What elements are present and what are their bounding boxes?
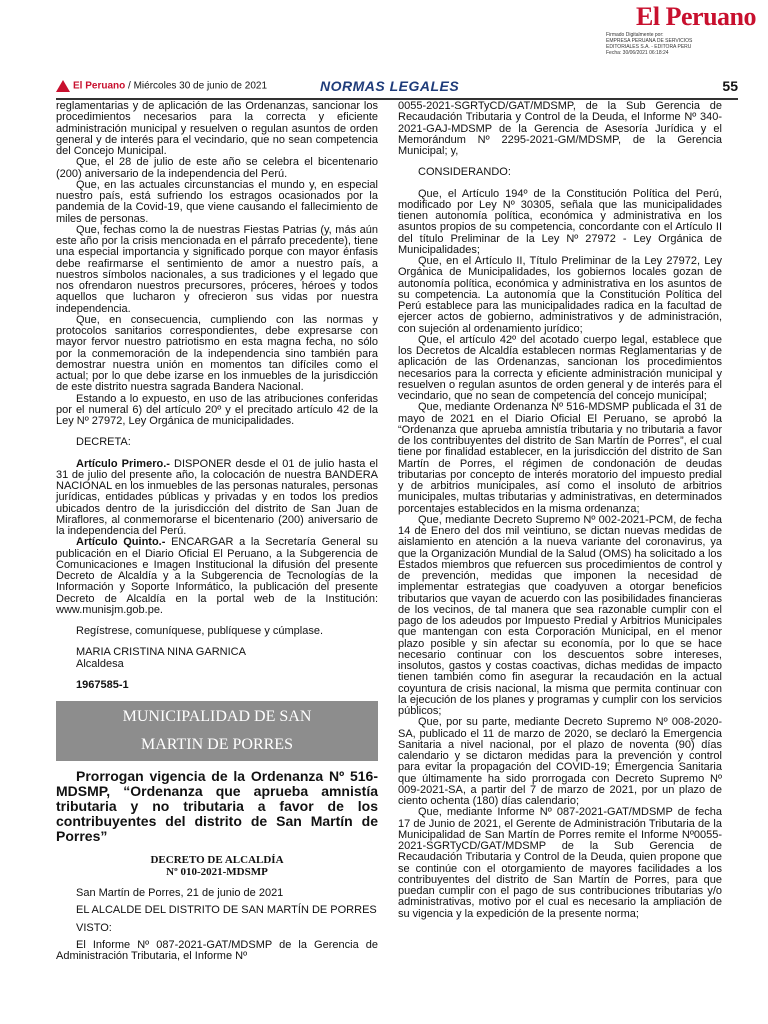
right-column [398, 101, 722, 920]
article-text: DISPONER desde el 01 de julio hasta el 31 de julio del presente año, la colocación de nuestra BANDERA NACIONAL en los inmuebles de las personas naturales, personas jurídicas, entidades públicas y privadas y en todos los predios ubicados dentro de la jurisdicción del distrito de San Juan de Miraflores, al conmemorarse el bicentenario (200) aniversario de la independencia del Perú. [56, 457, 378, 537]
paragraph: Que, mediante Decreto Supremo Nº 002-2021-PCM, de fecha 14 de Enero del dos mil veintiuno, se dictan nuevas medidas de aislamiento en atención a la nueva variante del coronavirus, ya que la Organización Mundial de la Salud (OMS) ha solicitado a los Estados miembros que refuercen sus procedimientos de control y de prevención, medidas que imponen la necesidad de implementar estrategias que coadyuven a otorgar beneficios tributarios que vayan de acuerdo con las posibilidades financieras de los vecinos, de tal manera que sea razonable cumplir con el pago de los adeudos por Impuesto Predial y Arbitrios Municipales que mantengan con esta Corporación Municipal, en el menor plazo posible y sin afectar su economía, por lo que se hace necesario continuar con los descuentos sobre intereses, insolutos, gastos y costas coactivas, dichas medidas de impacto tienen también como fin asegurar la recaudación en la actual coyuntura de crisis nacional, la misma que permita continuar con la ejecución de los planes y programas y cumplir con los servicios públicos; [398, 513, 722, 717]
header-date: / Miércoles 30 de junio de 2021 [128, 80, 268, 92]
mayor-heading: EL ALCALDE DEL DISTRITO DE SAN MARTÍN DE PORRES [76, 904, 377, 917]
article-label: Artículo Quinto.- [76, 536, 166, 549]
signer-title: Alcaldesa [76, 657, 124, 670]
decree-number: Nº 010-2021-MDSMP [166, 866, 268, 878]
paragraph: Que, mediante Informe Nº 087-2021-GAT/MDSMP de fecha 17 de Junio de 2021, el Gerente de Administración Tributaria de la Municipalidad de San Martín de Porres remite el Informe Nº0055-2021-SGRTyCD/GAT/MDSMP de la Sub Gerencia de Recaudación Tributaria y Control de la Deuda, quien propone que se continúe con el otorgamiento de mayores facilidades a los contribuyentes del distrito de San Martín de Porres, para que puedan cumplir con el pago de sus contribuciones tributarias y/o administrativas, motivo por el cual es necesario la ampliación de su vigencia y la expedición de la presente norma; [398, 806, 722, 920]
brand-area [606, 2, 756, 56]
emblem-icon [56, 80, 70, 92]
page-header [56, 78, 738, 100]
digital-signature [606, 32, 756, 56]
signature-line: EMPRESA PERUANA DE SERVICIOS [606, 38, 693, 44]
reference-number: 1967585-1 [76, 678, 129, 691]
article-text: ENCARGAR a la Secretaría General su publicación en el Diario Oficial El Peruano, a la Subgerencia de Comunicaciones e Imagen Institucional la difusión del presente Decreto de Alcaldía y a la Subgerencia de Tecnologías de la Información y Soporte Informático, la publicación del presente Decreto de Alcaldía en la portal web de la Institución: www.munisjm.gob.pe. [56, 536, 378, 616]
decree-type: DECRETO DE ALCALDÍA [150, 854, 284, 866]
page-number: 55 [722, 78, 738, 94]
decreta-heading: DECRETA: [76, 436, 131, 449]
signature-line: EDITORIALES S.A. - EDITORA PERU [606, 44, 692, 50]
paragraph: Que, en consecuencia, cumpliendo con las normas y protocolos sanitarios correspondientes, debe expresarse con mayor fervor nuestro patriotismo en esta magna fecha, no sólo por la conmemoración de la independencia sino también para demostrar nuestra unión en momentos tan difíciles como el actual; por lo que debe izarse en los inmuebles de la jurisdicción de este distrito nuestra sagrada Bandera Nacional. [56, 313, 378, 394]
paragraph: Estando a lo expuesto, en uso de las atribuciones conferidas por el numeral 6) del artículo 20º y el precitado artículo 42 de la Ley Nº 27972, Ley Orgánica de municipalidades. [56, 392, 378, 427]
article-first [56, 459, 378, 538]
decree-title [56, 854, 378, 878]
signer-name: MARIA CRISTINA NINA GARNICA [76, 646, 246, 659]
paragraph: 0055-2021-SGRTyCD/GAT/MDSMP, de la Sub Gerencia de Recaudación Tributaria y Control de la Deuda, el Informe Nº 340-2021-GAJ-MDSMP de la Gerencia de Asesoría Jurídica y el Memorándum Nº 2295-2021-GM/MDSMP, de la Gerencia Municipal; y, [398, 100, 722, 157]
institution-name-line: MUNICIPALIDAD DE SAN [122, 708, 312, 725]
paragraph: Que, en las actuales circunstancias el mundo y, en especial nuestro país, está sufriendo los estragos ocasionados por la pandemia de la Covid-19, que viene causando el fallecimiento de miles de personas. [56, 178, 378, 225]
article-label: Artículo Primero.- [76, 457, 170, 470]
institution-banner [56, 701, 378, 761]
paragraph: Que, fechas como la de nuestras Fiestas Patrias (y, más aún este año por la crisis mencionada en el párrafo precedente), tiene una especial importancia y significado porque con mayor énfasis debe reafirmarse el sentimiento de amor a nuestro país, a nuestros símbolos nacionales, a sus tradiciones y el legado que nos ofrendaron nuestros precursores, próceres, héroes y todos aquellos que lucharon y ofrecieron sus vidas por nuestra independencia. [56, 223, 378, 315]
paragraph: reglamentarias y de aplicación de las Ordenanzas, sancionar los procedimientos necesarios para la correcta y eficiente administración municipal y resuelven o regulan asuntos de orden general y de interés para el vecindario, que no sean competencia del Concejo Municipal. [56, 100, 378, 157]
header-paper [56, 80, 267, 92]
institution-name-line: MARTIN DE PORRES [141, 736, 293, 753]
visto-text: El Informe Nº 087-2021-GAT/MDSMP de la Gerencia de Administración Tributaria, el Informe Nº [56, 938, 378, 962]
visto-heading: VISTO: [76, 921, 112, 934]
signature-line: Firmado Digitalmente por: [606, 32, 664, 38]
considerando-heading: CONSIDERANDO: [418, 166, 511, 179]
paragraph: Que, en el Artículo II, Título Preliminar de la Ley 27972, Ley Orgánica de Municipalidades, los gobiernos locales gozan de autonomía política, económica y administrativa en los asuntos de su competencia. La autonomía que la Constitución Política del Perú establece para las municipalidades radica en la facultad de ejercer actos de gobierno, administrativos y de administración, con sujeción al ordenamiento jurídico; [398, 255, 722, 335]
article-fifth [56, 537, 378, 616]
section-title: NORMAS LEGALES [320, 78, 460, 94]
el-peruano-logo: El Peruano [636, 2, 756, 31]
paragraph: Que, por su parte, mediante Decreto Supremo Nº 008-2020-SA, publicado el 11 de marzo de 2020, se declaró la Emergencia Sanitaria a nivel nacional, por el plazo de noventa (90) días calendario y se dictaron medidas para la prevención y control para evitar la propagación del COVID-19; Emergencia Sanitaria que últimamente ha sido prorrogada con Decreto Supremo Nº 009-2021-SA, a partir del 7 de marzo de 2021, por un plazo de ciento ochenta (180) días calendario; [398, 716, 722, 807]
place-date: San Martín de Porres, 21 de junio de 2021 [76, 887, 284, 899]
paragraph: Que, el 28 de julio de este año se celebra el bicentenario (200) aniversario de la independencia del Perú. [56, 156, 378, 180]
closing-formula: Regístrese, comuníquese, publíquese y cúmplase. [76, 625, 324, 637]
paragraph: Que, mediante Ordenanza Nº 516-MDSMP publicada el 31 de mayo de 2021 en el Diario Oficial El Peruano, se aprobó la “Ordenanza que aprueba amnistía tributaria y no tributaria a favor de los contribuyentes del distrito de San Martín de Porres”, el cual tiene por finalidad establecer, en la jurisdicción del distrito de San Martín de Porres, el régimen de condonación de deudas tributarias por concepto de interés moratorio del impuesto predial y de arbitrios municipales, así como el insoluto de arbitrios municipales, multas tributarias y administrativas, en determinados porcentajes establecidos en la misma ordenanza; [398, 401, 722, 515]
signature-line: Fecha: 30/06/2021 06:18:24 [606, 50, 669, 56]
left-column [56, 101, 378, 962]
paragraph: Que, el artículo 42º del acotado cuerpo legal, establece que los Decretos de Alcaldía establecen normas Reglamentarias y de aplicación de las Ordenanzas, sancionan los procedimientos necesarios para la correcta y eficiente administración municipal y resuelven o regulan asuntos de orden general y de interés para el vecindario, que no sean de competencia del concejo municipal; [398, 333, 722, 402]
header-paper-name: El Peruano [73, 80, 126, 92]
paragraph: Que, el Artículo 194º de la Constitución Política del Perú, modificado por Ley Nº 30305, señala que las municipalidades tienen autonomía política, económica y administrativa en los asuntos propios de su competencia, concordante con el Artículo II del título Preliminar de la Ley Nº 27972 - Ley Orgánica de Municipalidades; [398, 187, 722, 256]
norm-title: Prorrogan vigencia de la Ordenanza Nº 516-MDSMP, “Ordenanza que aprueba amnistía tributaria y no tributaria a favor de los contribuyentes del distrito de San Martín de Porres” [56, 768, 378, 844]
